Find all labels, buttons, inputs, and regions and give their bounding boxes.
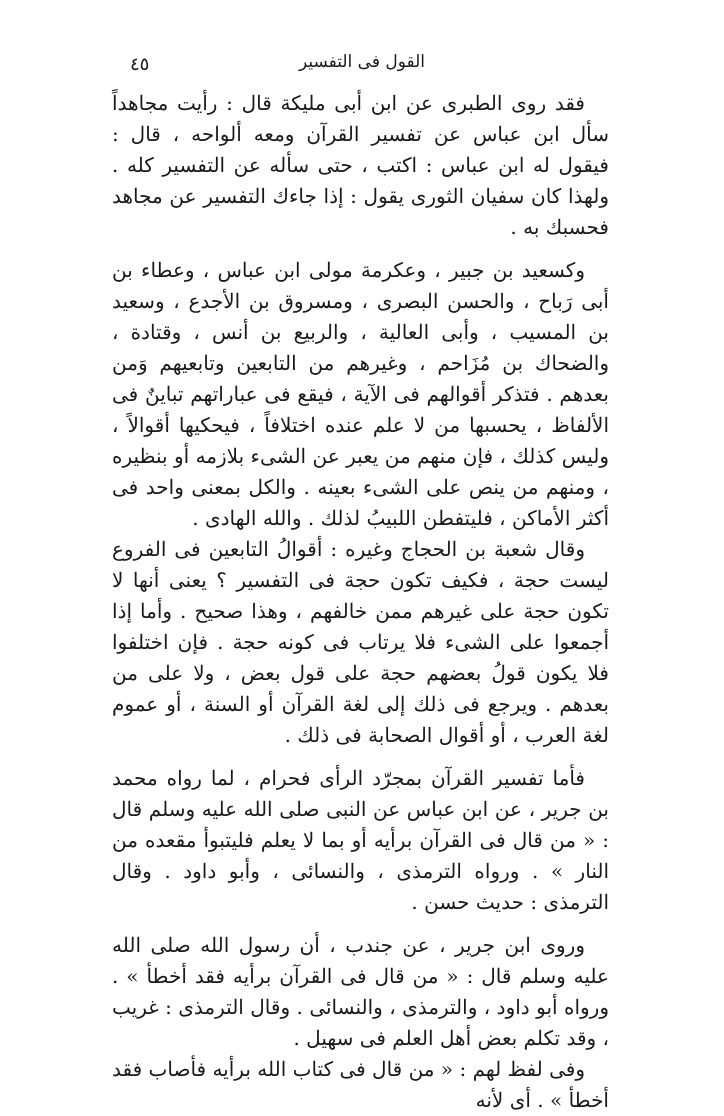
- page-number: ٤٥: [130, 54, 150, 75]
- page-header: [90, 48, 634, 78]
- paragraph-2: وكسعيد بن جبير ، وعكرمة مولى ابن عباس ، وعطاء بن أبى رَباح ، والحسن البصرى ، ومسروق بن الأجدع ، وسعيد بن المسيب ، وأبى العالية ، والربيع بن أنس ، وقتادة ، والضحاك بن مُزَاحم ، وغيرهم من التابعين وتابعيهم وَمن بعدهم . فتذكر أقوالهم فى الآية ، فيقع فى عباراتهم تباينٌ فى الألفاظ ، يحسبها من لا علم عنده اختلافاً ، فيحكيها أقوالاً ، وليس كذلك ، فإن منهم من يعبر عن الشىء بلازمه أو بنظيره ، ومنهم من ينص على الشىء بعينه . والكل بمعنى واحد فى أكثر الأماكن ، فليتفطن اللبيبُ لذلك . والله الهادى .: [112, 258, 610, 530]
- body-text: [112, 88, 609, 1116]
- paragraph-1: فقد روى الطبرى عن ابن أبى مليكة قال : رأيت مجاهداً سأل ابن عباس عن تفسير القرآن ومعه ألواحه ، قال : فيقول له ابن عباس : اكتب ، حتى سأله عن التفسير كله . ولهذا كان سفيان الثورى يقول : إذا جاءك التفسير عن مجاهد فحسبك به .: [112, 91, 609, 239]
- paragraph-4: فأما تفسير القرآن بمجرّد الرأى فحرام ، لما رواه محمد بن جرير ، عن ابن عباس عن النبى صلى الله عليه وسلم قال : « من قال فى القرآن برأيه أو بما لا يعلم فليتبوأ مقعده من النار » . ورواه الترمذى ، والنسائى ، وأبو داود . وقال الترمذى : حديث حسن .: [112, 766, 609, 914]
- paragraph-3: وقال شعبة بن الحجاج وغيره : أقوالُ التابعين فى الفروع ليست حجة ، فكيف تكون حجة فى التفسير ؟ يعنى أنها لا تكون حجة على غيرهم ممن خالفهم ، وهذا صحيح . وأما إذا أجمعوا على الشىء فلا يرتاب فى كونه حجة . فإن اختلفوا فلا يكون قولُ بعضهم حجة على قول بعض ، ولا على من بعدهم . ويرجع فى ذلك إلى لغة القرآن أو السنة ، أو عموم لغة العرب ، أو أقوال الصحابة فى ذلك .: [112, 537, 609, 747]
- running-title: القول فى التفسير: [298, 52, 426, 72]
- paragraph-5: وروى ابن جرير ، عن جندب ، أن رسول الله صلى الله عليه وسلم قال : « من قال فى القرآن برأيه فقد أخطأ » . ورواه أبو داود ، والترمذى ، والنسائى . وقال الترمذى : غريب ، وقد تكلم بعض أهل العلم فى سهيل .: [112, 933, 609, 1050]
- paragraph-6: وفى لفظ لهم : « من قال فى كتاب الله برأيه فأصاب فقد أخطأ » . أى لأنه: [112, 1057, 609, 1112]
